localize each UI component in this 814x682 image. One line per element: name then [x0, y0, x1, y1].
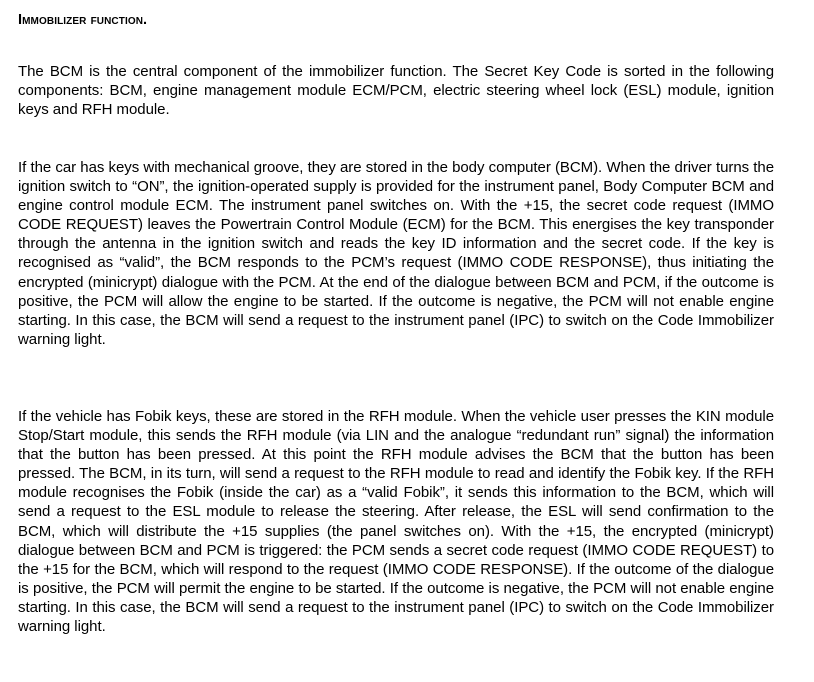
document-title: Immobilizer function. [18, 12, 148, 28]
paragraph-fobik-keys: If the vehicle has Fobik keys, these are stored in the RFH module. When the vehicle user presses the KIN module Stop/Start module, this sends the RFH module (via LIN and the analogue “redundant run” signal) the information that the button has been pressed. At this point the RFH module advises the BCM that the button has been pressed. The BCM, in its turn, will send a request to the RFH module to read and identify the Fobik key. If the RFH module recognises the Fobik (inside the car) as a “valid Fobik”, it sends this information to the BCM, which will send a request to the ESL module to release the steering. After release, the ESL will send confirmation to the BCM, which will distribute the +15 supplies (the panel switches on). With the +15, the encrypted (minicrypt) dialogue between BCM and PCM is triggered: the PCM sends a secret code request (IMMO CODE REQUEST) to the +15 for the BCM, which will respond to the request (IMMO CODE RESPONSE). If the outcome of the dialogue is positive, the PCM will permit the engine to be started. If the outcome is negative, the PCM will not enable engine starting. In this case, the BCM will send a request to the instrument panel (IPC) to switch on the Code Immobilizer warning light. [18, 408, 774, 636]
paragraph-mechanical-keys: If the car has keys with mechanical groove, they are stored in the body computer (BCM). When the driver turns the ignition switch to “ON”, the ignition-operated supply is provided for the instrument panel, Body Computer BCM and engine control module ECM. The instrument panel switches on. With the +15, the secret code request (IMMO CODE REQUEST) leaves the Powertrain Control Module (ECM) for the BCM. This energises the key transponder through the antenna in the ignition switch and reads the key ID information and the secret code. If the key is recognised as “valid”, the BCM responds to the PCM’s request (IMMO CODE RESPONSE), thus initiating the encrypted (minicrypt) dialogue with the PCM. At the end of the dialogue between BCM and PCM, if the outcome is positive, the PCM will allow the engine to be started. If the outcome is negative, the PCM will not enable engine starting. In this case, the BCM will send a request to the instrument panel (IPC) to switch on the Code Immobilizer warning light. [18, 159, 774, 348]
paragraph-overview: The BCM is the central component of the immobilizer function. The Secret Key Code is sorted in the following components: BCM, engine management module ECM/PCM, electric steering wheel lock (ESL) module, ignition keys and RFH module. [18, 63, 774, 119]
